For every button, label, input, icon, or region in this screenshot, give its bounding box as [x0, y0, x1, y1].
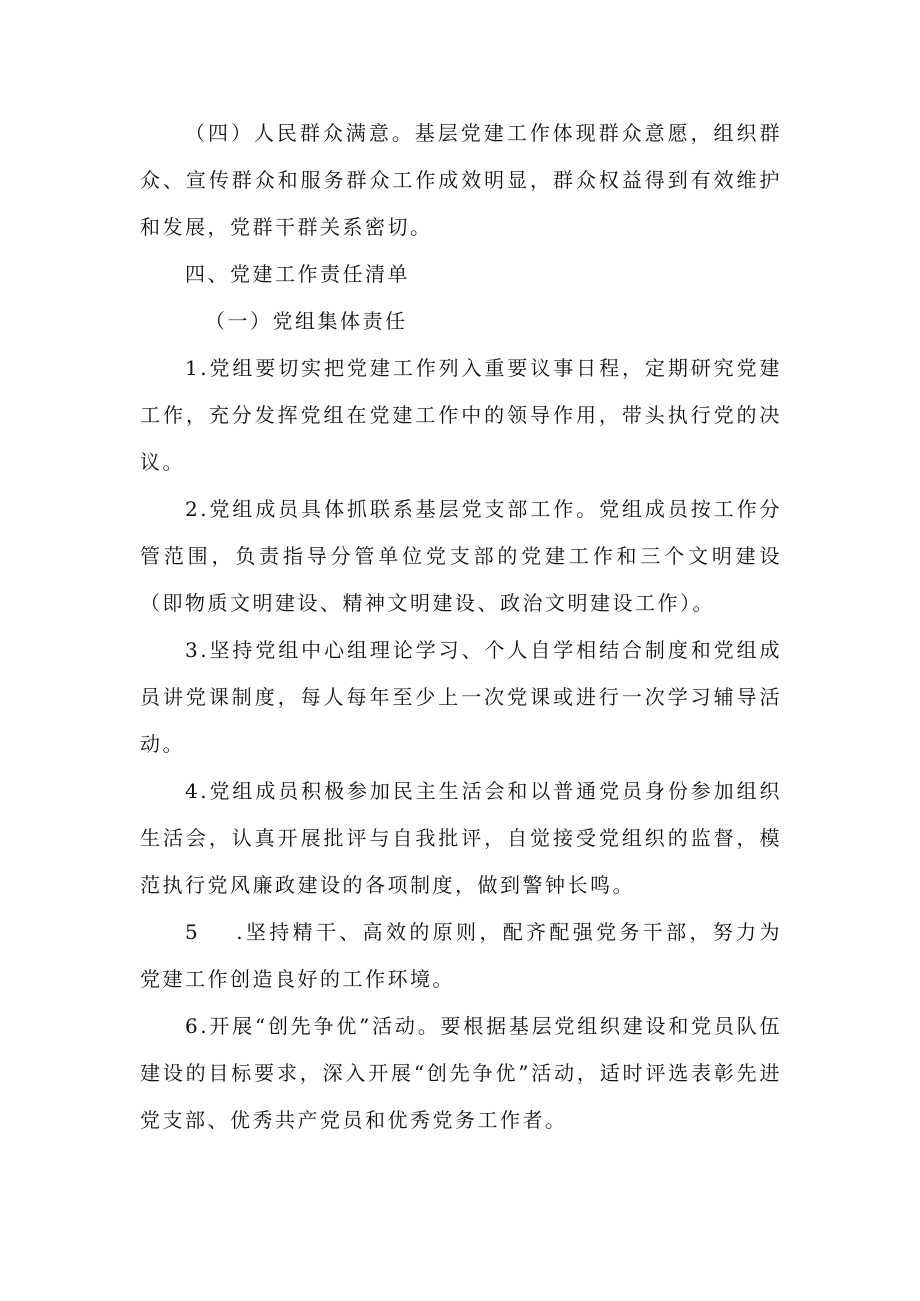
document-body — [140, 110, 782, 1144]
list-item-2-text: .党组成员具体抓联系基层党支部工作。党组成员按工作分管范围，负责指导分管单位党支部的党建工作和三个文明建设（即物质文明建设、精神文明建设、政治文明建设工作）。 — [140, 497, 782, 615]
list-item-4-text: .党组成员积极参加民主生活会和以普通党员身份参加组织生活会，认真开展批评与自我批评，自觉接受党组织的监督，模范执行党风廉政建设的各项制度，做到警钟长鸣。 — [140, 779, 782, 897]
list-item-6-text: .开展“创先争优”活动。要根据基层党组织建设和党员队伍建设的目标要求，深入开展“创先争优”活动，适时评选表彰先进党支部、优秀共产党员和优秀党务工作者。 — [140, 1014, 782, 1132]
list-item-1-text: .党组要切实把党建工作列入重要议事日程，定期研究党建工作，充分发挥党组在党建工作中的领导作用，带头执行党的决议。 — [140, 356, 782, 474]
list-item-3 — [140, 627, 782, 768]
list-item-2 — [140, 486, 782, 627]
list-item-6-number: 6 — [185, 1014, 201, 1038]
list-item-5 — [140, 909, 782, 1003]
list-item-5-text: .坚持精干、高效的原则，配齐配强党务干部，努力为党建工作创造良好的工作环境。 — [140, 920, 782, 991]
list-item-3-number: 3 — [185, 638, 201, 662]
list-item-2-number: 2 — [185, 497, 201, 521]
paragraph-masses-satisfied: （四）人民群众满意。基层党建工作体现群众意愿，组织群众、宣传群众和服务群众工作成效明显，群众权益得到有效维护和发展，党群干群关系密切。 — [140, 121, 782, 239]
list-item-3-text: .坚持党组中心组理论学习、个人自学相结合制度和党组成员讲党课制度，每人每年至少上一次党课或进行一次学习辅导活动。 — [140, 638, 782, 756]
list-item-1 — [140, 345, 782, 486]
section-heading-responsibility-list: 四、党建工作责任清单 — [185, 262, 410, 286]
list-item-4-number: 4 — [185, 779, 201, 803]
list-item-1-number: 1 — [185, 356, 201, 380]
subsection-heading-collective-responsibility: （一）党组集体责任 — [205, 309, 408, 333]
list-item-4 — [140, 768, 782, 909]
list-item-5-number: 5 — [185, 920, 201, 944]
list-item-6 — [140, 1003, 782, 1144]
